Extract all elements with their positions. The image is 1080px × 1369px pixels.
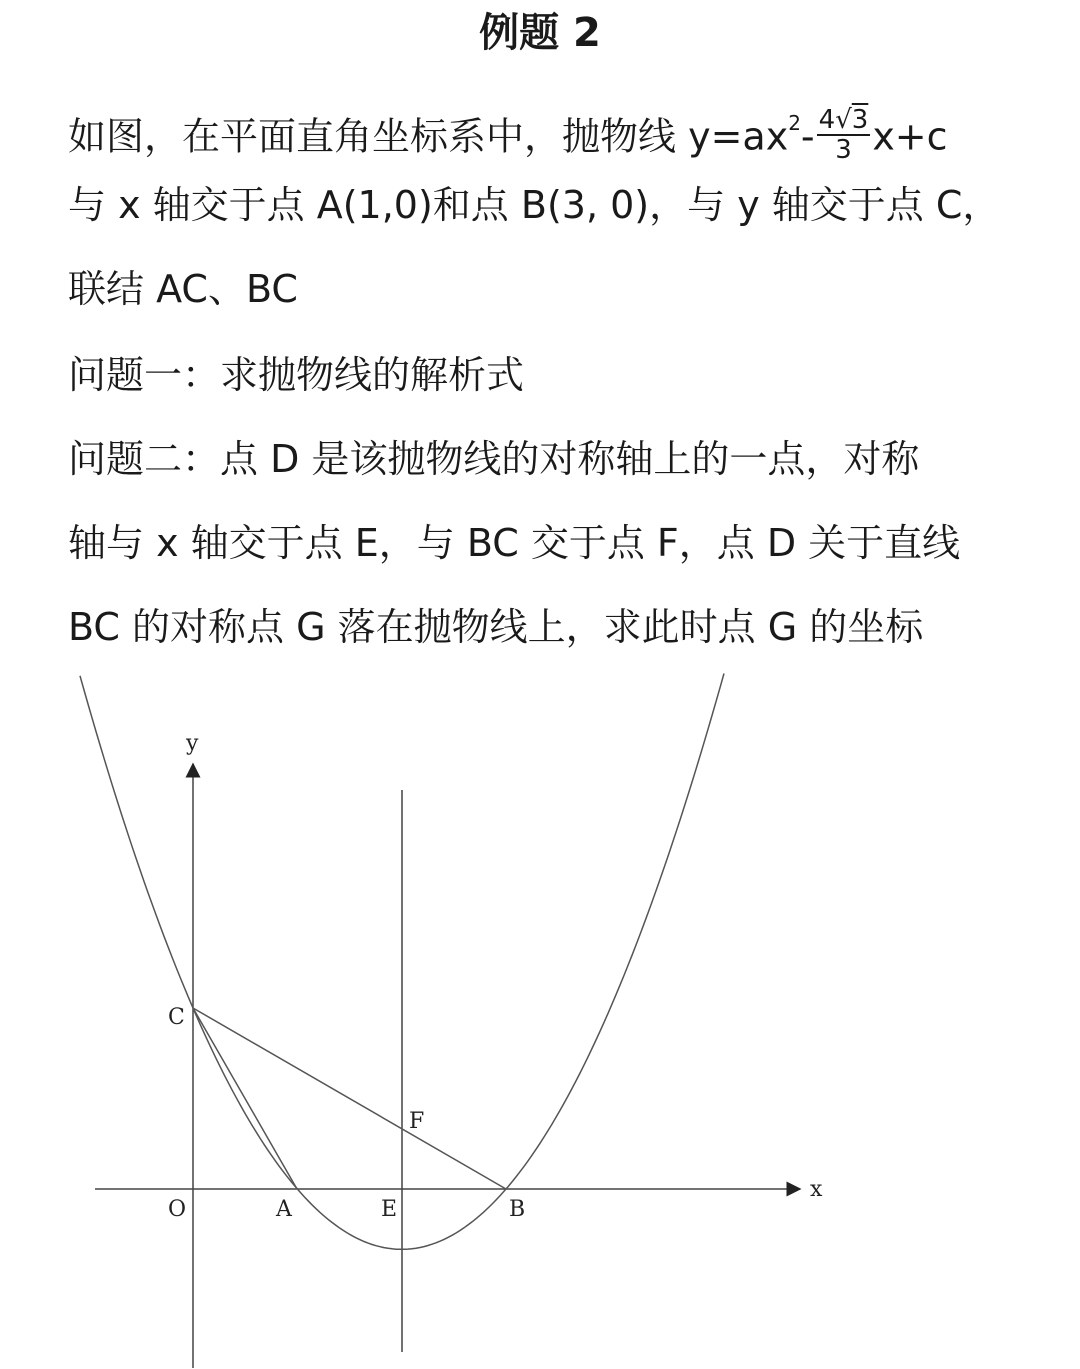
numerator-radicand: 3 bbox=[851, 105, 869, 136]
minus-sign: - bbox=[800, 114, 815, 159]
parabola-figure bbox=[0, 668, 1080, 1368]
label-y-axis: y bbox=[186, 731, 199, 756]
fraction-denominator: 3 bbox=[835, 135, 852, 166]
question-2-line-2: 轴与 x 轴交于点 E，与 BC 交于点 F，点 D 关于直线 bbox=[68, 521, 961, 565]
fraction bbox=[817, 106, 871, 164]
label-x-axis: x bbox=[810, 1177, 823, 1202]
numerator-coefficient: 4 bbox=[818, 105, 836, 136]
exponent: 2 bbox=[788, 111, 801, 135]
question-2-line-3: BC 的对称点 G 落在抛物线上，求此时点 G 的坐标 bbox=[68, 605, 924, 649]
fraction-numerator bbox=[817, 106, 871, 136]
label-origin: O bbox=[168, 1197, 187, 1222]
segment-bc bbox=[193, 1008, 506, 1189]
sqrt-symbol: √ bbox=[835, 105, 852, 136]
intro-text-end: x+c bbox=[872, 114, 948, 159]
intro-line-1 bbox=[68, 104, 1028, 168]
label-point-c: C bbox=[168, 1005, 185, 1030]
question-1: 问题一：求抛物线的解析式 bbox=[68, 353, 525, 397]
intro-text-start: 如图，在平面直角坐标系中，抛物线 y=ax bbox=[68, 114, 789, 159]
label-point-e: E bbox=[381, 1197, 398, 1222]
question-2-line-1: 问题二：点 D 是该抛物线的对称轴上的一点，对称 bbox=[68, 437, 920, 481]
segment-ac bbox=[193, 1008, 297, 1189]
label-point-b: B bbox=[509, 1197, 526, 1222]
intro-line-2: 与 x 轴交于点 A(1,0)和点 B(3, 0)，与 y 轴交于点 C， bbox=[68, 183, 1001, 227]
problem-title: 例题 2 bbox=[479, 10, 601, 56]
label-point-a: A bbox=[276, 1197, 292, 1222]
intro-line-3: 联结 AC、BC bbox=[68, 267, 298, 311]
label-point-f: F bbox=[409, 1109, 425, 1134]
